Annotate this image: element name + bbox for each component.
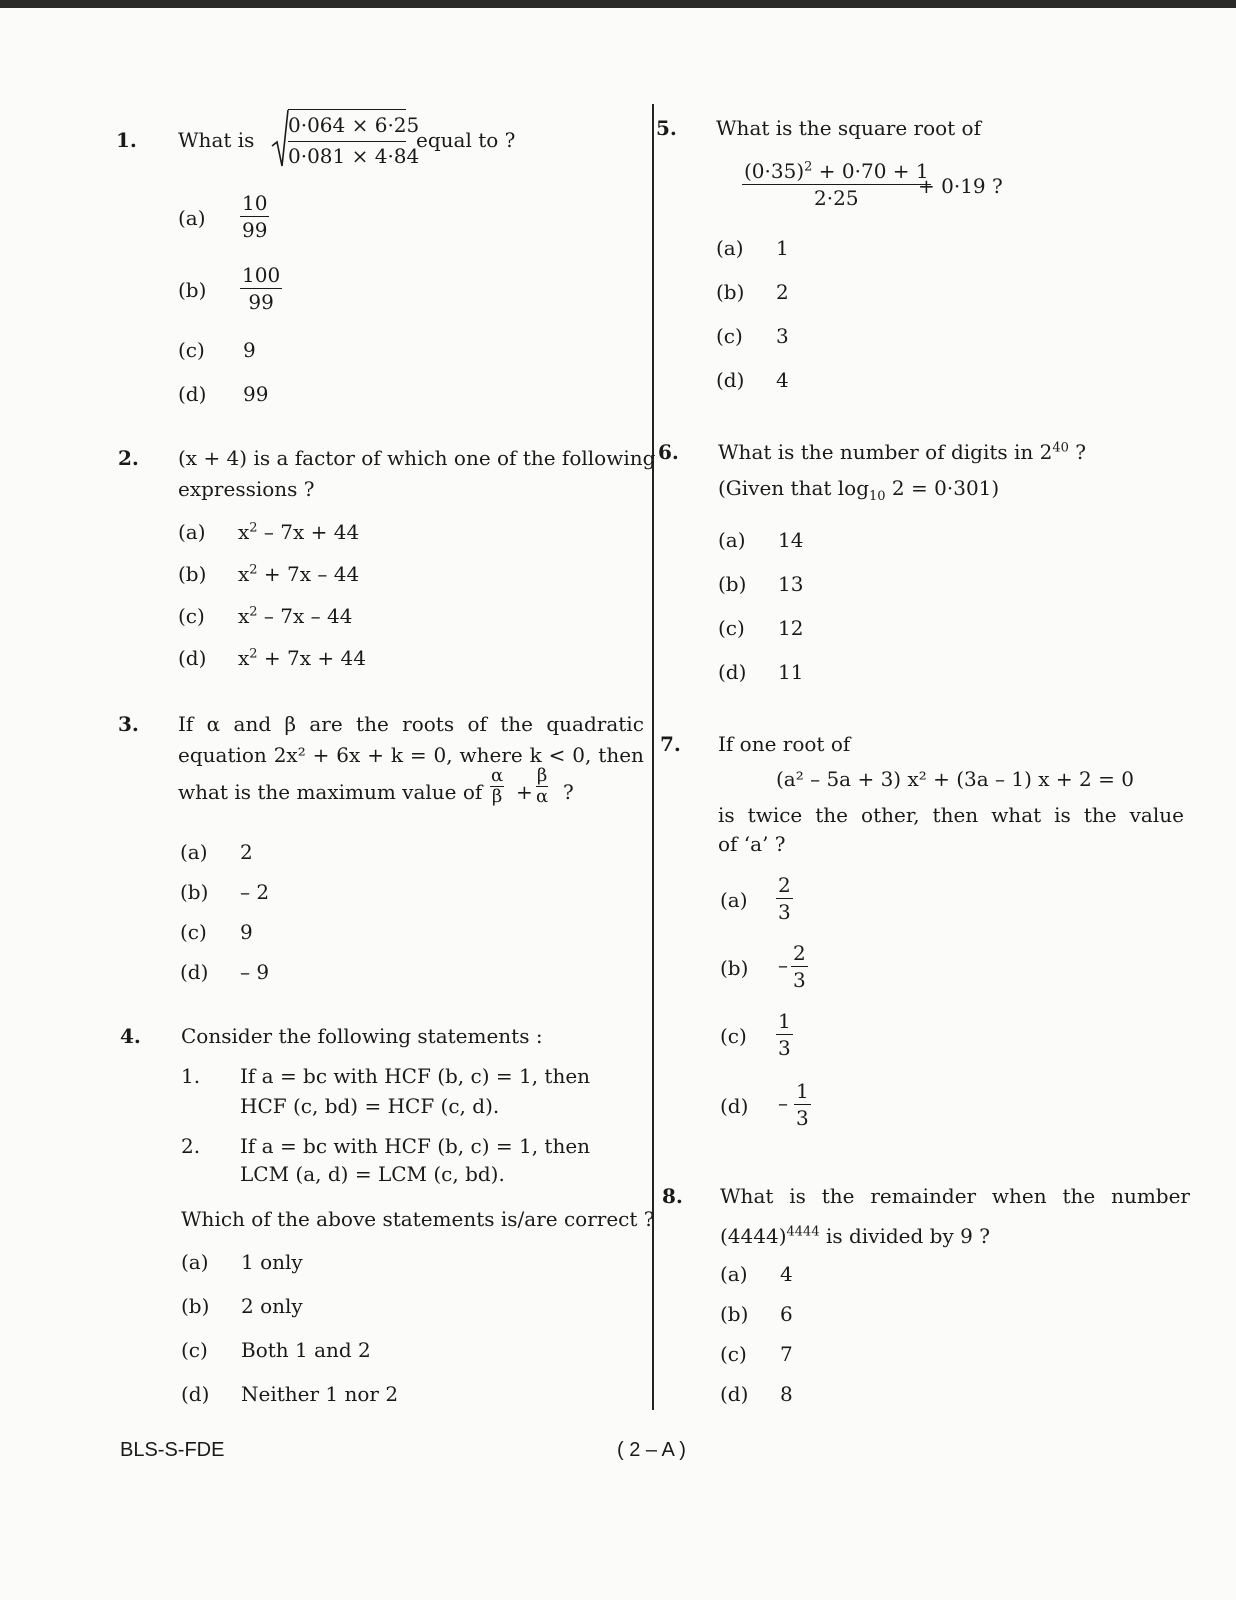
option-label: (a) — [720, 888, 748, 912]
radicand-numerator: 0·064 × 6·25 — [288, 113, 420, 137]
option-label: (b) — [720, 1302, 749, 1326]
option-text: 6 — [780, 1302, 793, 1326]
statement-line: HCF (c, bd) = HCF (c, d). — [240, 1094, 500, 1118]
option-text: 12 — [778, 616, 804, 640]
option-text: 99 — [243, 382, 269, 406]
option-text: 1 — [776, 236, 789, 260]
alpha-over-beta: $\frac{\alpha}{\beta}$ — [491, 765, 504, 807]
option-label: (d) — [180, 960, 209, 984]
option-label: (b) — [720, 956, 749, 980]
statement-line: LCM (a, d) = LCM (c, bd). — [240, 1162, 505, 1186]
option-fraction: $\frac{100}{99}$ — [242, 263, 281, 314]
option-label: (b) — [718, 572, 747, 596]
equation: (a² – 5a + 3) x² + (3a – 1) x + 2 = 0 — [776, 767, 1134, 791]
statement-number: 2. — [181, 1134, 201, 1158]
question-text-line: What is the square root of — [716, 116, 981, 140]
option-text: 2 — [240, 840, 253, 864]
option-label: (c) — [181, 1338, 208, 1362]
option-label: (b) — [716, 280, 745, 304]
option-label: (c) — [720, 1342, 747, 1366]
option-label: (c) — [180, 920, 207, 944]
option-text: 2 — [776, 280, 789, 304]
option-label: (d) — [178, 382, 207, 406]
question-text-line: what is the maximum value of — [178, 780, 483, 804]
option-text: 4 — [776, 368, 789, 392]
option-text: 7 — [780, 1342, 793, 1366]
option-label: (c) — [716, 324, 743, 348]
question-number: 6. — [658, 440, 679, 464]
beta-over-alpha: $\frac{\beta}{\alpha}$ — [536, 765, 549, 807]
option-label: (c) — [720, 1024, 747, 1048]
option-label: (d) — [716, 368, 745, 392]
option-fraction: $\frac{1}{3}$ — [778, 1009, 791, 1060]
option-expression: $x^2 + 7x + 44$ — [238, 646, 366, 670]
scan-top-edge — [0, 0, 1236, 8]
question-number: 3. — [118, 712, 139, 736]
question-text-line: (Given that $\log_{10} 2 = 0\cdot 301$) — [718, 476, 1000, 504]
option-text: 9 — [240, 920, 253, 944]
radical-bar — [288, 109, 406, 110]
question-text-line: If one root of — [718, 732, 851, 756]
plus-sign: + — [516, 780, 533, 804]
statement-line: If a = bc with HCF (b, c) = 1, then — [240, 1064, 591, 1088]
option-text: – 2 — [240, 880, 270, 904]
question-number: 7. — [660, 732, 681, 756]
question-text-suffix: equal to ? — [416, 128, 516, 152]
option-label: (c) — [178, 604, 205, 628]
option-label: (d) — [718, 660, 747, 684]
option-text: – 9 — [240, 960, 270, 984]
option-label: (b) — [178, 278, 207, 302]
question-text-line: of ‘a’ ? — [718, 832, 786, 856]
option-label: (d) — [178, 646, 207, 670]
question-text-line: Which of the above statements is/are correct ? — [181, 1207, 655, 1231]
page-number: ( 2 – A ) — [617, 1439, 686, 1461]
option-fraction: $\frac{2}{3}$ — [778, 873, 791, 924]
statement-number: 1. — [181, 1064, 201, 1088]
option-label: (b) — [178, 562, 207, 586]
option-text: 9 — [243, 338, 256, 362]
question-number: 1. — [116, 128, 137, 152]
question-text-line: expressions ? — [178, 477, 315, 501]
question-text-line: is twice the other, then what is the value — [718, 803, 1184, 827]
option-text: 14 — [778, 528, 804, 552]
paper-code: BLS-S-FDE — [120, 1439, 225, 1461]
option-text: Neither 1 nor 2 — [241, 1382, 399, 1406]
option-text: 1 only — [241, 1250, 303, 1274]
option-label: (a) — [178, 520, 206, 544]
question-text-line: What is the number of digits in $2^{40}$ ? — [718, 440, 1087, 464]
option-label: (a) — [178, 206, 206, 230]
question-text-line: Consider the following statements : — [181, 1024, 543, 1048]
option-fraction: $\frac{10}{99}$ — [242, 191, 268, 242]
fraction-bar — [288, 141, 406, 142]
option-label: (c) — [178, 338, 205, 362]
option-label: (a) — [181, 1250, 209, 1274]
option-fraction: – $\frac{2}{3}$ — [778, 941, 806, 992]
option-expression: $x^2 - 7x + 44$ — [238, 520, 360, 544]
question-number: 4. — [120, 1024, 141, 1048]
option-expression: $x^2 + 7x - 44$ — [238, 562, 360, 586]
statement-line: If a = bc with HCF (b, c) = 1, then — [240, 1134, 591, 1158]
option-text: 2 only — [241, 1294, 303, 1318]
question-number: 8. — [662, 1184, 683, 1208]
question-mark: ? — [563, 780, 574, 804]
option-fraction: – $\frac{1}{3}$ — [778, 1079, 809, 1130]
question-text-prefix: What is — [178, 128, 255, 152]
question-text-line: $(4444)^{4444}$ is divided by 9 ? — [720, 1224, 990, 1248]
option-expression: $x^2 - 7x - 44$ — [238, 604, 353, 628]
question-text-line: If α and β are the roots of the quadratic — [178, 712, 644, 736]
option-label: (d) — [720, 1094, 749, 1118]
option-label: (a) — [180, 840, 208, 864]
option-label: (a) — [718, 528, 746, 552]
option-label: (a) — [720, 1262, 748, 1286]
option-text: 8 — [780, 1382, 793, 1406]
option-label: (d) — [181, 1382, 210, 1406]
option-text: 4 — [780, 1262, 793, 1286]
option-text: 3 — [776, 324, 789, 348]
question-text-line: equation 2x² + 6x + k = 0, where k < 0, then — [178, 743, 644, 767]
question-text-line: (x + 4) is a factor of which one of the following — [178, 446, 656, 470]
question-number: 5. — [656, 116, 677, 140]
expression-fraction: $\frac{(0\cdot 35)^2 + 0\cdot 70 + 1}{2\cdot 25}$ — [744, 159, 929, 210]
option-text: Both 1 and 2 — [241, 1338, 371, 1362]
question-number: 2. — [118, 446, 139, 470]
option-label: (a) — [716, 236, 744, 260]
option-label: (c) — [718, 616, 745, 640]
question-text-line: What is the remainder when the number — [720, 1184, 1190, 1208]
radical-sign — [270, 108, 290, 170]
option-text: 11 — [778, 660, 804, 684]
radicand-denominator: 0·081 × 4·84 — [288, 144, 420, 168]
expression-suffix: + 0·19 ? — [918, 174, 1003, 198]
option-label: (b) — [181, 1294, 210, 1318]
option-text: 13 — [778, 572, 804, 596]
option-label: (b) — [180, 880, 209, 904]
option-label: (d) — [720, 1382, 749, 1406]
